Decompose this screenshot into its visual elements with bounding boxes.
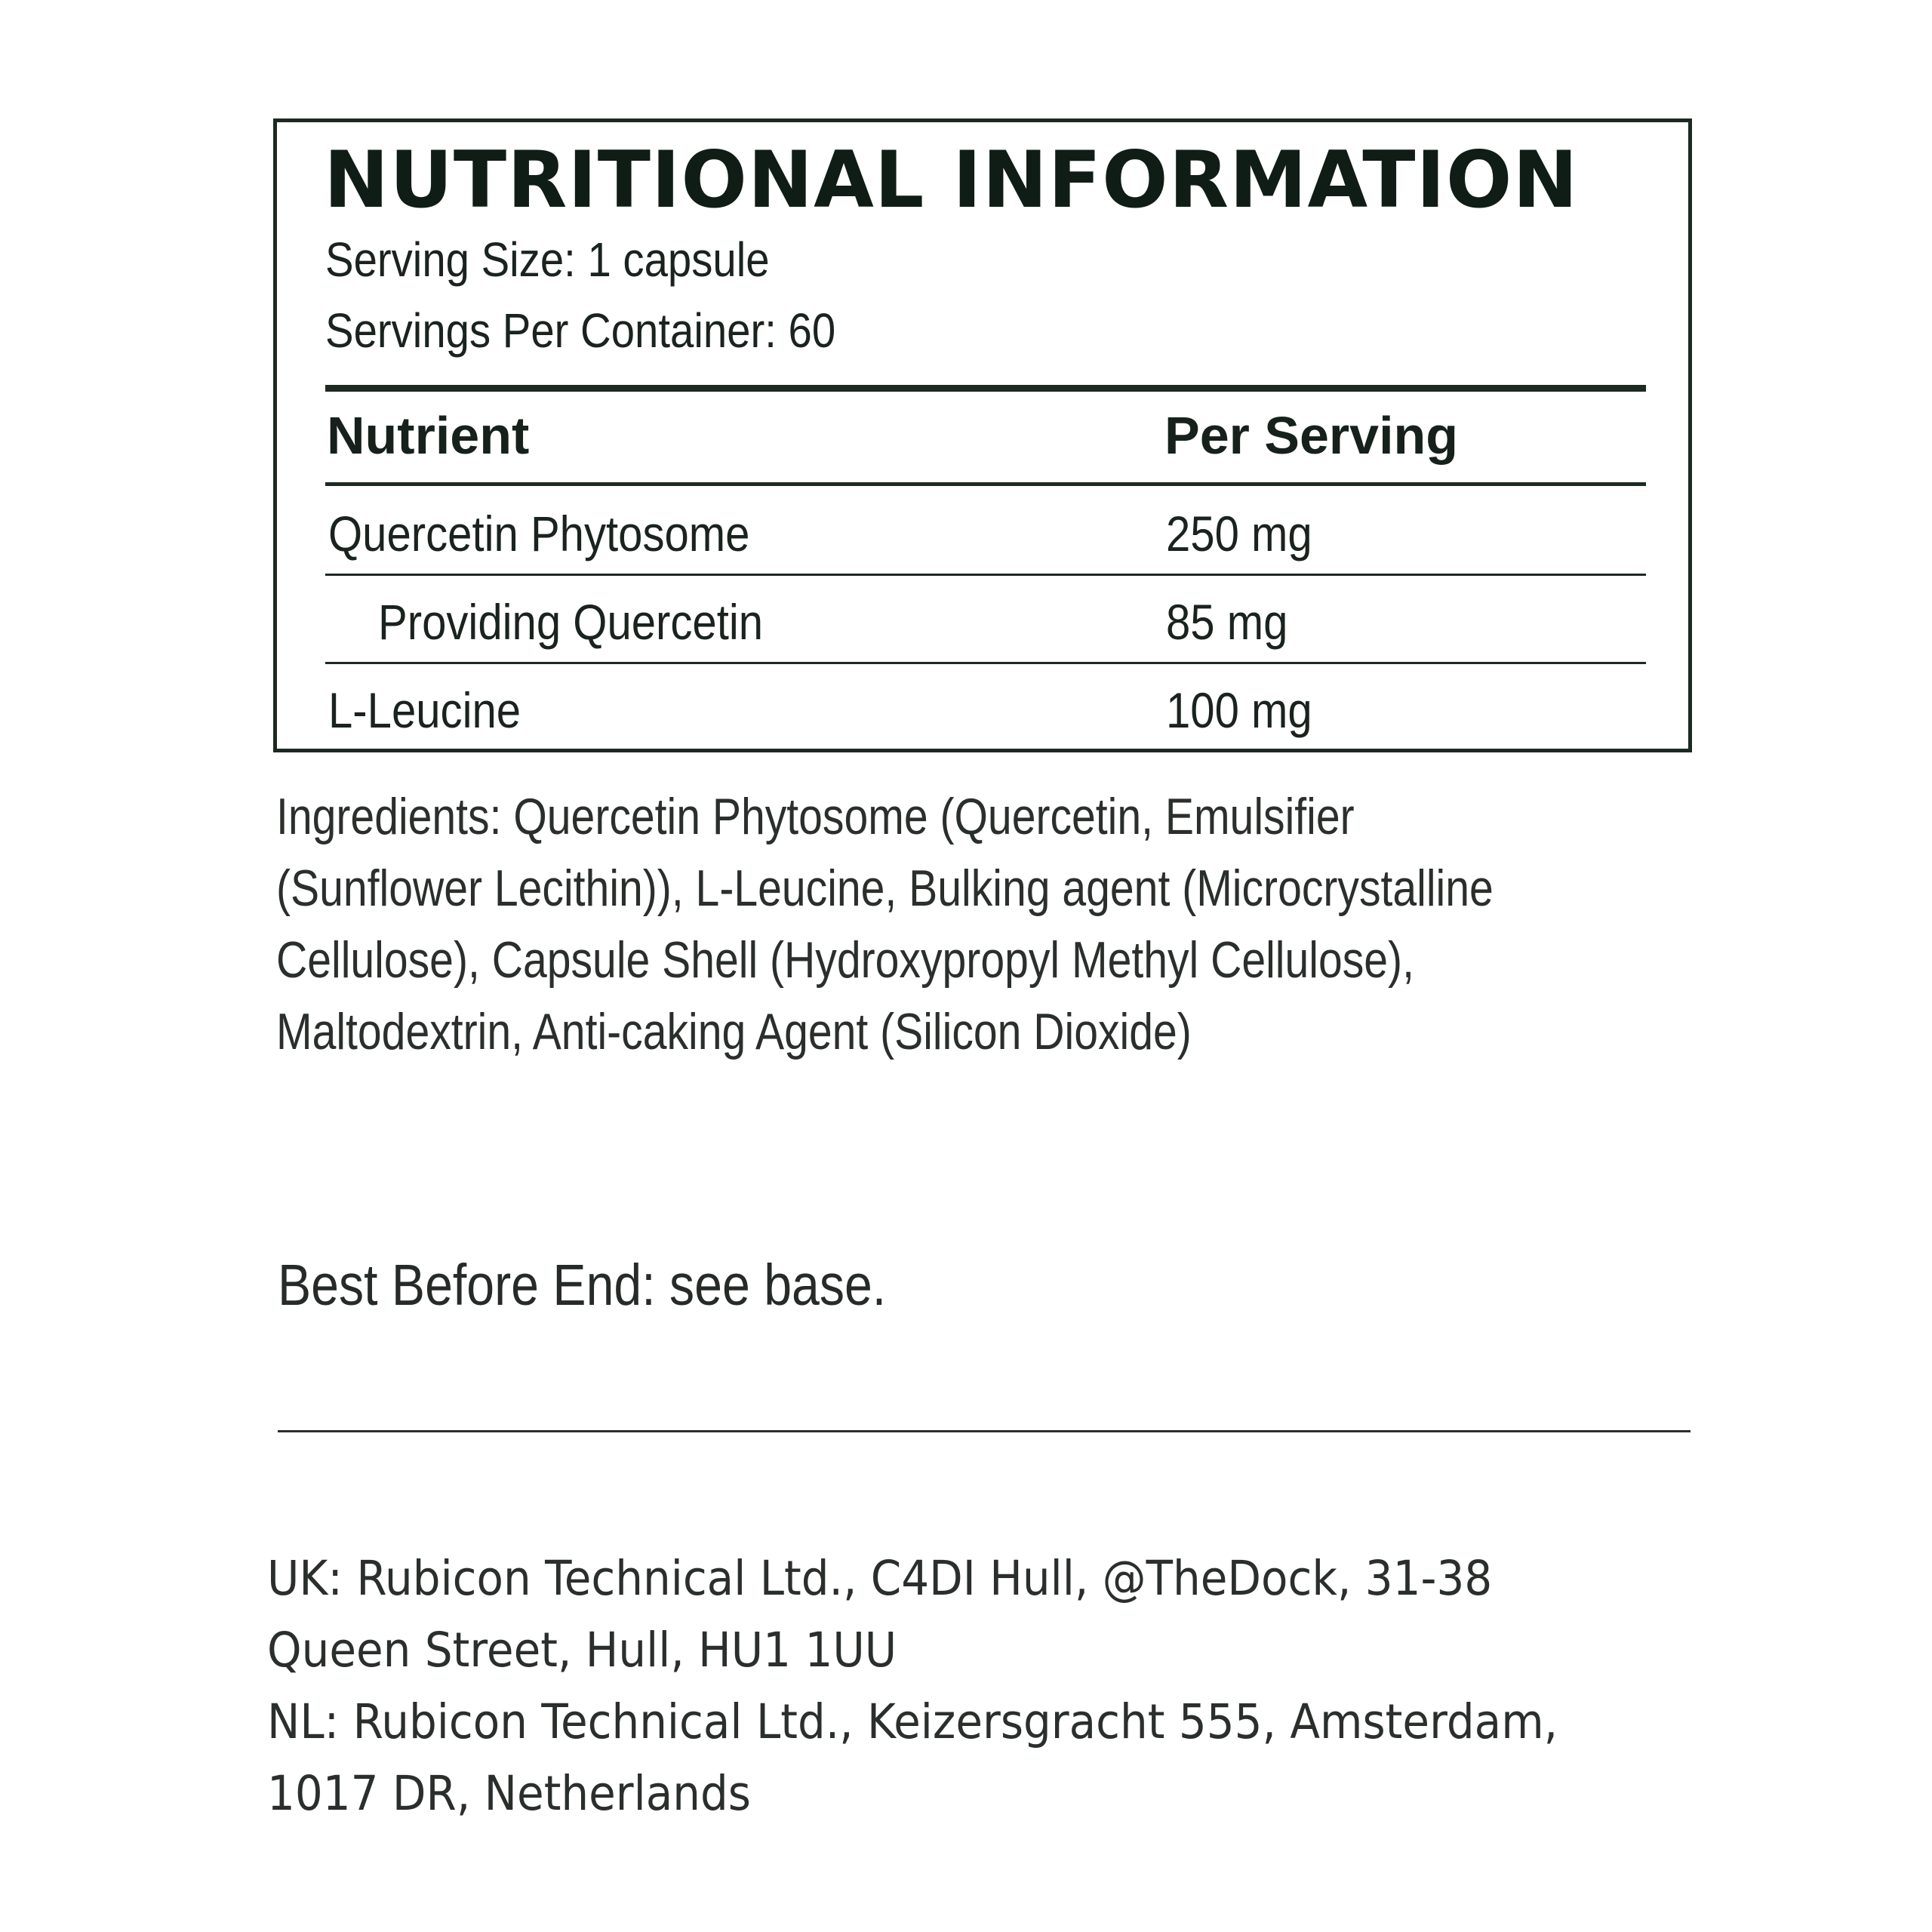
section-divider xyxy=(278,1430,1690,1432)
servings-per-container: Servings Per Container: 60 xyxy=(325,303,836,358)
address-line: Queen Street, Hull, HU1 1UU xyxy=(267,1623,897,1678)
nutrient-name: L-Leucine xyxy=(328,682,521,738)
address-line: 1017 DR, Netherlands xyxy=(267,1766,751,1821)
nutrient-amount: 85 mg xyxy=(1166,594,1288,650)
nutrient-name-indented: Providing Quercetin xyxy=(378,594,764,650)
nutrient-name: Quercetin Phytosome xyxy=(328,506,750,561)
ingredients-line: Ingredients: Quercetin Phytosome (Quercetin, Emulsifier xyxy=(276,788,1355,845)
panel-title: NUTRITIONAL INFORMATION xyxy=(324,135,1579,226)
row-divider xyxy=(325,662,1646,664)
column-header-per-serving: Per Serving xyxy=(1164,406,1459,465)
nutrition-panel xyxy=(273,118,1692,752)
nutrient-amount: 100 mg xyxy=(1166,682,1312,738)
address-line: UK: Rubicon Technical Ltd., C4DI Hull, @TheDock, 31-38 xyxy=(267,1551,1493,1606)
column-header-nutrient: Nutrient xyxy=(327,406,530,465)
ingredients-line: Maltodextrin, Anti-caking Agent (Silicon Dioxide) xyxy=(276,1003,1192,1060)
serving-size: Serving Size: 1 capsule xyxy=(325,232,770,287)
header-top-rule xyxy=(325,385,1646,392)
best-before-text: Best Before End: see base. xyxy=(278,1253,887,1318)
header-bottom-rule xyxy=(325,482,1646,486)
nutrient-amount: 250 mg xyxy=(1166,506,1312,561)
manufacturer-address xyxy=(267,1543,1558,1829)
row-divider xyxy=(325,574,1646,576)
ingredients-line: Cellulose), Capsule Shell (Hydroxypropyl Methyl Cellulose), xyxy=(276,931,1414,989)
ingredients-line: (Sunflower Lecithin)), L-Leucine, Bulking agent (Microcrystalline xyxy=(276,860,1494,917)
ingredients-text xyxy=(276,781,1697,1068)
address-line: NL: Rubicon Technical Ltd., Keizersgracht 555, Amsterdam, xyxy=(267,1694,1558,1749)
